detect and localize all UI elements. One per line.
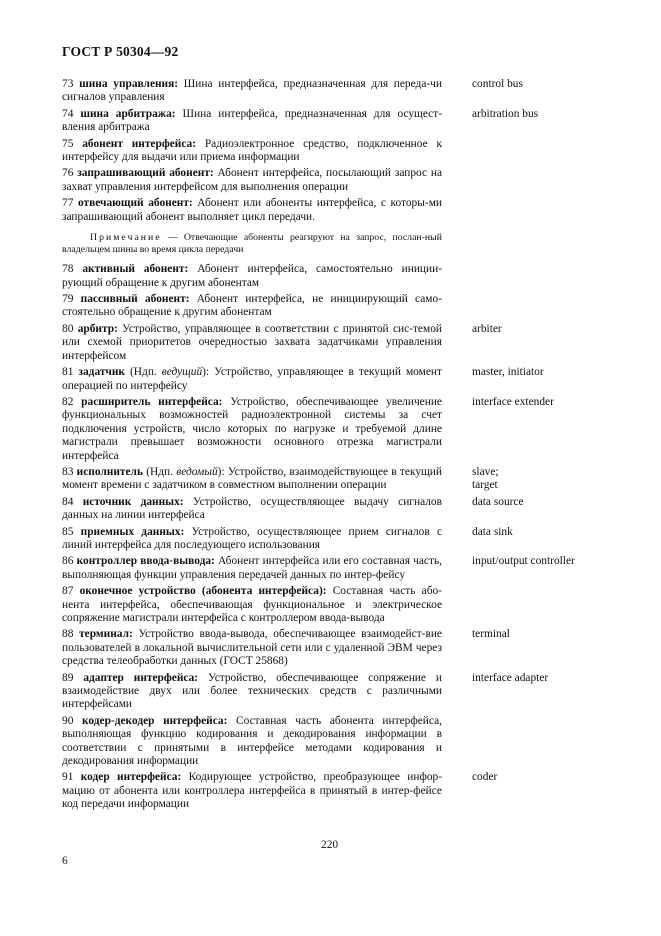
english-equivalent: data sink — [472, 525, 513, 538]
term-number: 90 — [62, 714, 74, 727]
definition-text: Абонент интерфейса или его составная часть, выполняющая функции управления передачей данных по интер-фейсу — [62, 555, 442, 581]
term-name: кодер интерфейса: — [80, 771, 182, 784]
term-definition — [62, 715, 442, 769]
english-equivalent: interface adapter — [472, 671, 549, 684]
term-entry — [62, 715, 642, 769]
term-entry — [62, 366, 642, 393]
term-number: 88 — [62, 628, 74, 641]
note-label: Примечание — [90, 232, 162, 244]
definition-text: Радиоэлектронное средство, подключенное к интерфейсу для выдачи или приема информации — [62, 137, 443, 164]
english-equivalent: input/output controller — [472, 555, 575, 568]
term-number: 87 — [62, 585, 74, 598]
term-number: 77 — [62, 197, 74, 210]
definition-text: Абонент или абоненты интерфейса, с которы-ми запрашивающий абонент выполняет цикл передачи. — [62, 197, 442, 223]
term-entry — [62, 466, 642, 493]
term-number: 75 — [62, 137, 74, 150]
term-name: оконечное устройство (абонента интерфейса): — [79, 585, 327, 598]
term-name: терминал: — [79, 628, 133, 641]
term-name: источник данных: — [82, 495, 184, 508]
term-definition — [62, 167, 442, 194]
definition-text: Составная часть або-нента интерфейса, обеспечивающая функциональное и электрическое сопряжение магистрали интерфейса с контроллером ввода-вывода — [62, 585, 442, 624]
definition-text: Кодирующее устройство, преобразующее инфор-мацию от абонента или контроллера интерфейса в принятый в интер-фейсе код передачи информации — [62, 771, 443, 811]
term-definition — [62, 323, 442, 363]
term-entry — [62, 555, 642, 582]
definition-text: : Устройство, взаимодействующее в текущий момент времени с задатчиком в совместном выполнении операции — [62, 465, 442, 492]
page-number-left: 6 — [62, 855, 68, 867]
term-entry — [62, 108, 642, 135]
definition-text: Составная часть абонента интерфейса, выполняющая функцию кодирования и декодирования информации в соответствии с принятыми в интерфейсе методами кодирования и декодирования информации — [62, 714, 442, 768]
term-entry — [62, 323, 642, 363]
term-definition — [62, 108, 442, 135]
term-name: шина арбитража: — [80, 107, 176, 120]
term-definition — [62, 672, 442, 712]
term-number: 76 — [62, 167, 74, 180]
term-list — [62, 78, 642, 815]
term-name: приемных данных: — [80, 525, 185, 538]
term-definition — [62, 628, 442, 668]
term-definition — [62, 197, 442, 224]
english-equivalent: arbiter — [472, 322, 502, 335]
note-dash: — — [161, 232, 184, 244]
term-entry — [62, 197, 642, 224]
term-definition — [62, 585, 442, 625]
term-definition — [62, 293, 442, 320]
deprecated-prefix: (Ндп. — [125, 366, 162, 379]
definition-text: Устройство, управляющее в соответствии с принятой сис-темой или схемой приоритетов очередностью захвата задатчиками управления интерфейсом — [62, 322, 442, 362]
definition-text: Абонент интерфейса, посылающий запрос на захват управления интерфейсом для выполнения операции — [62, 167, 442, 193]
term-definition — [62, 78, 442, 105]
term-name: активный абонент: — [82, 263, 189, 276]
term-definition — [62, 396, 442, 463]
term-entry — [62, 167, 642, 194]
term-definition — [62, 496, 442, 523]
english-equivalent: control bus — [472, 78, 523, 90]
term-definition — [62, 555, 442, 582]
term-entry — [62, 138, 642, 165]
term-number: 86 — [62, 555, 74, 568]
english-equivalent: coder — [472, 771, 498, 784]
english-equivalent: master, initiator — [472, 366, 544, 379]
term-entry — [62, 526, 642, 553]
term-name: задатчик — [78, 366, 125, 379]
term-number: 73 — [62, 78, 74, 90]
term-number: 83 — [62, 465, 74, 478]
term-number: 82 — [62, 395, 74, 408]
term-number: 79 — [62, 293, 74, 306]
term-entry — [62, 496, 642, 523]
term-name: арбитр: — [77, 322, 118, 335]
term-entry — [62, 628, 642, 668]
term-entry — [62, 585, 642, 625]
definition-text: Абонент интерфейса, самостоятельно иниции-рующий обращение к другим абонентам — [62, 263, 442, 289]
term-number: 89 — [62, 671, 74, 684]
english-equivalent: arbitration bus — [472, 107, 539, 120]
english-equivalent: slave; target — [472, 465, 499, 492]
definition-text: Устройство, обеспечивающее сопряжение и взаимодействие двух или более технических средств с различными интерфейсами — [62, 671, 442, 711]
term-definition — [62, 263, 442, 290]
deprecated-term: ведомый — [176, 465, 218, 478]
term-entry — [62, 263, 642, 290]
term-name: отвечающий абонент: — [77, 197, 193, 210]
term-definition — [62, 366, 442, 393]
term-name: абонент интерфейса: — [82, 137, 197, 150]
document-header: ГОСТ Р 50304—92 — [62, 44, 179, 59]
term-name: расширитель интерфейса: — [81, 395, 223, 408]
definition-text: Устройство ввода-вывода, обеспечивающее взаимодейст-вие пользователей в локальной вычислительной сети или с удаленной ЭВМ через средства телеобработки данных (ГОСТ 25868) — [62, 628, 442, 668]
term-number: 84 — [62, 495, 74, 508]
page-number-center: 220 — [321, 839, 339, 851]
deprecated-suffix: ) — [202, 366, 206, 379]
term-name: пассивный абонент: — [80, 293, 190, 306]
english-equivalent: terminal — [472, 628, 510, 641]
term-definition — [62, 526, 442, 553]
definition-text: : Устройство, управляющее в текущий момент операцией по интерфейсу — [62, 366, 442, 392]
term-number: 80 — [62, 322, 74, 335]
term-number: 74 — [62, 107, 74, 120]
definition-text: Шина интерфейса, предназначенная для переда-чи сигналов управления — [62, 78, 442, 104]
deprecated-suffix: ) — [217, 465, 222, 478]
note-text: Отвечающие абоненты реагируют на запрос, послан-ный владельцем шины во время цикла передачи — [62, 232, 442, 255]
term-entry — [62, 78, 642, 105]
term-number: 85 — [62, 525, 74, 538]
deprecated-term: ведущий — [161, 366, 203, 379]
definition-text: Устройство, осуществляющее прием сигналов с линий интерфейса для последующего использования — [62, 525, 442, 551]
term-definition — [62, 466, 442, 493]
term-number: 81 — [62, 366, 74, 379]
term-entry — [62, 672, 642, 712]
term-name: кодер-декодер интерфейса: — [82, 714, 228, 727]
english-equivalent: interface extender — [472, 395, 554, 408]
term-name: адаптер интерфейса: — [83, 671, 199, 684]
definition-text: Устройство, осуществляющее выдачу сигналов данных на линии интерфейса — [62, 495, 442, 522]
english-equivalent: data source — [472, 495, 524, 508]
term-number: 78 — [62, 263, 74, 276]
deprecated-prefix: (Ндп. — [142, 465, 177, 478]
term-entry — [62, 293, 642, 320]
definition-text: Устройство, обеспечивающее увеличение функциональных возможностей радиоэлектронной системы за счет подключения устройств, число которых по нагрузке и требуемой длине магистрали превышает возможности основного отрезка магистрали интерфейса — [62, 395, 442, 462]
term-entry — [62, 771, 642, 811]
note-block — [62, 232, 442, 255]
term-entry — [62, 396, 642, 463]
definition-text: Абонент интерфейса, не инициирующий само-стоятельно обращение к другим абонентам — [62, 293, 442, 319]
term-name: исполнитель — [76, 465, 143, 478]
term-name: запрашивающий абонент: — [77, 167, 214, 180]
term-definition — [62, 771, 442, 811]
definition-text: Шина интерфейса, предназначенная для осущест-вления арбитража — [62, 107, 442, 134]
term-name: шина управления: — [79, 78, 179, 90]
term-name: контроллер ввода-вывода: — [76, 555, 215, 568]
term-number: 91 — [62, 771, 74, 784]
term-definition — [62, 138, 442, 165]
